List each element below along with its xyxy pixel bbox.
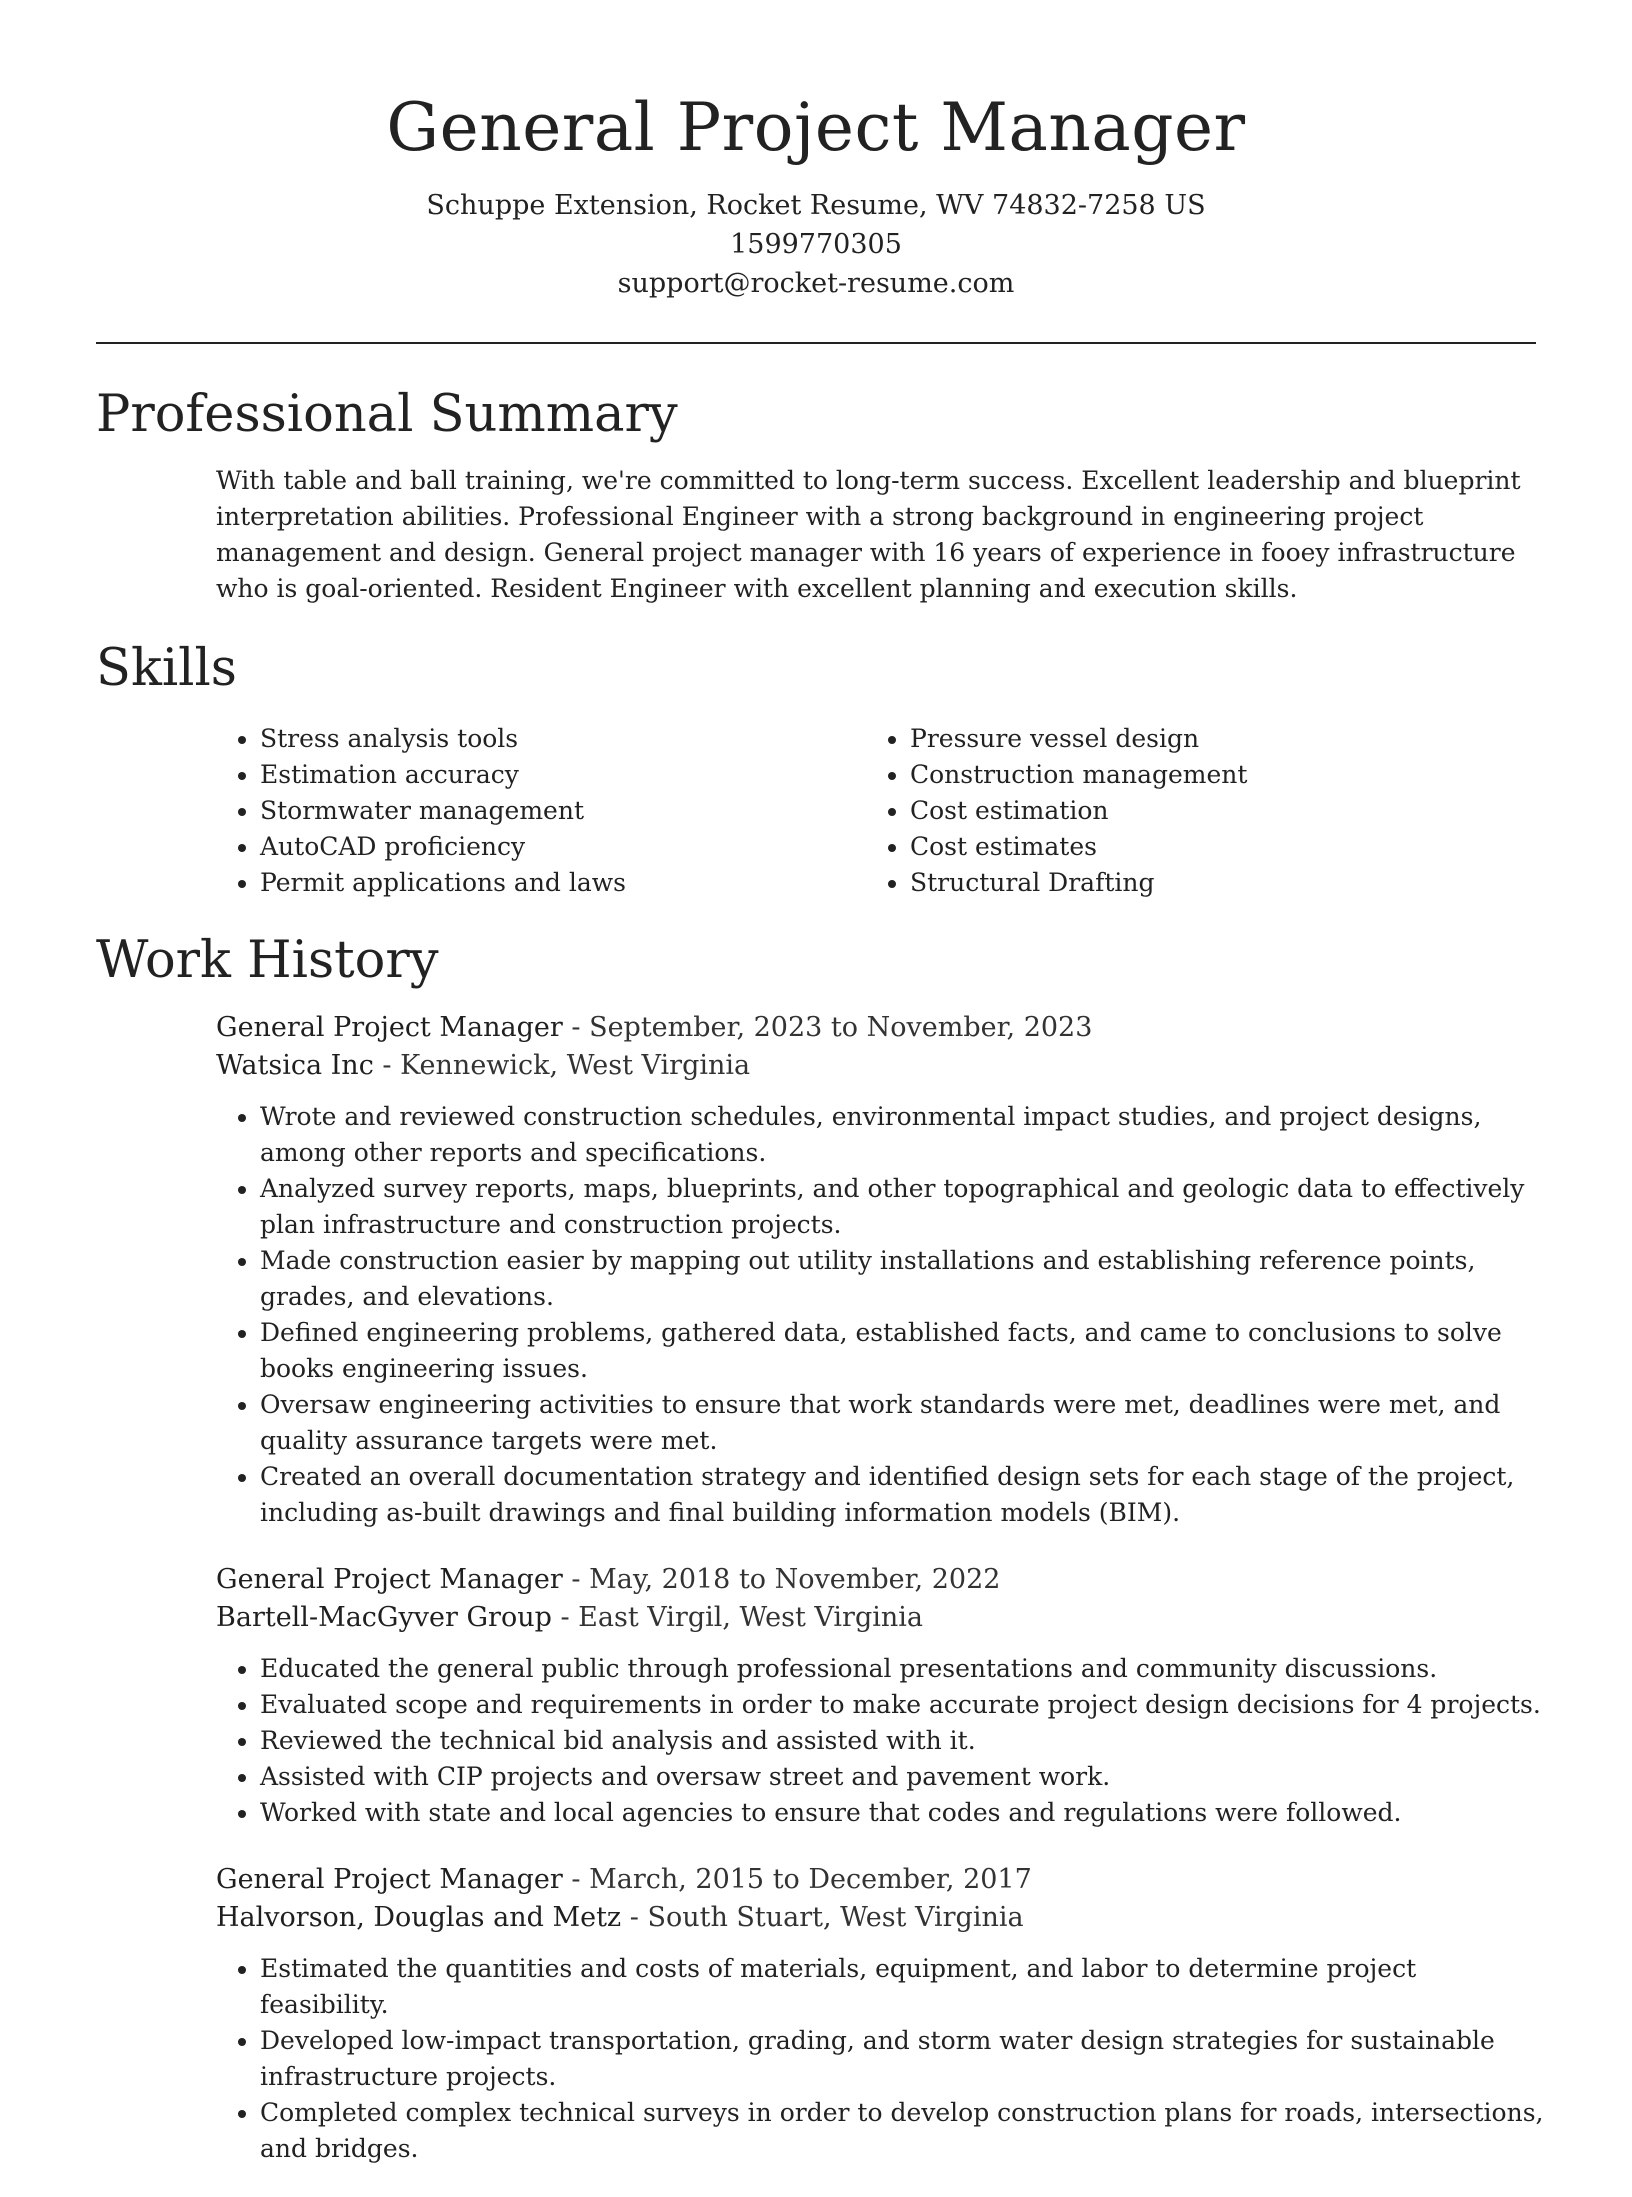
skill-item: • Construction management xyxy=(910,757,1516,793)
skills-section xyxy=(96,629,1536,901)
job-bullets xyxy=(216,1099,1550,1531)
job-entry xyxy=(96,1861,1544,2167)
job-company: Bartell-MacGyver Group xyxy=(216,1602,552,1633)
job-title-line xyxy=(216,1009,1536,1047)
job-bullet: • Reviewed the technical bid analysis and assisted with it. xyxy=(260,1723,1550,1759)
skills-left-list xyxy=(216,721,866,901)
job-bullet: • Oversaw engineering activities to ensure that work standards were met, deadlines were met, and quality assurance targets were met. xyxy=(260,1387,1550,1459)
candidate-name: General Project Manager xyxy=(386,89,1246,166)
work-history-section xyxy=(96,921,1544,2167)
skills-columns xyxy=(96,721,1536,901)
resume-header xyxy=(0,0,1632,303)
skill-item: • Pressure vessel design xyxy=(910,721,1516,757)
job-company-line xyxy=(216,1899,1536,1937)
job-bullets xyxy=(216,1951,1550,2167)
resume-content xyxy=(96,375,1544,2197)
job-bullet: • Defined engineering problems, gathered data, established facts, and came to conclusions to solve books engineering issues. xyxy=(260,1315,1550,1387)
job-bullet: • Evaluated scope and requirements in order to make accurate project design decisions for 4 projects. xyxy=(260,1687,1550,1723)
contact-info xyxy=(0,186,1632,303)
skill-item: • Stormwater management xyxy=(260,793,866,829)
skill-item: • Stress analysis tools xyxy=(260,721,866,757)
skill-item: • Permit applications and laws xyxy=(260,865,866,901)
job-company: Halvorson, Douglas and Metz xyxy=(216,1902,622,1933)
job-entry xyxy=(96,1561,1541,1831)
job-bullet: • Completed complex technical surveys in order to develop construction plans for roads, intersections, and bridges. xyxy=(260,2095,1550,2167)
job-role: General Project Manager xyxy=(216,1012,563,1043)
address-text: Schuppe Extension, Rocket Resume, WV 74832-7258 US xyxy=(426,190,1206,221)
job-location: - East Virgil, West Virginia xyxy=(551,1602,923,1633)
skills-right-list xyxy=(866,721,1516,901)
job-bullet: • Analyzed survey reports, maps, blueprints, and other topographical and geologic data to effectively plan infrastructure and construction projects. xyxy=(260,1171,1550,1243)
skill-item: • Cost estimates xyxy=(910,829,1516,865)
job-bullet: • Educated the general public through professional presentations and community discussions. xyxy=(260,1651,1550,1687)
job-dates: - May, 2018 to November, 2022 xyxy=(562,1564,1001,1595)
summary-heading: Professional Summary xyxy=(96,385,678,444)
skill-item: • AutoCAD proficiency xyxy=(260,829,866,865)
job-location: - South Stuart, West Virginia xyxy=(621,1902,1024,1933)
job-bullet: • Estimated the quantities and costs of materials, equipment, and labor to determine project feasibility. xyxy=(260,1951,1550,2023)
skill-item: • Structural Drafting xyxy=(910,865,1516,901)
job-entry xyxy=(96,1009,1536,1531)
job-dates: - March, 2015 to December, 2017 xyxy=(562,1864,1032,1895)
job-bullet: • Made construction easier by mapping out utility installations and establishing reference points, grades, and elevations. xyxy=(260,1243,1550,1315)
work-history-heading: Work History xyxy=(96,931,439,990)
job-role: General Project Manager xyxy=(216,1864,563,1895)
job-company-line xyxy=(216,1599,1536,1637)
job-company: Watsica Inc xyxy=(216,1050,374,1081)
job-title-line xyxy=(216,1561,1536,1599)
job-dates: - September, 2023 to November, 2023 xyxy=(562,1012,1093,1043)
job-role: General Project Manager xyxy=(216,1564,563,1595)
skills-heading: Skills xyxy=(96,639,237,698)
skill-item: • Cost estimation xyxy=(910,793,1516,829)
job-bullets xyxy=(216,1651,1550,1831)
email-text: support@rocket-resume.com xyxy=(617,268,1015,299)
job-title-line xyxy=(216,1861,1536,1899)
job-location: - Kennewick, West Virginia xyxy=(373,1050,751,1081)
job-bullet: • Assisted with CIP projects and oversaw street and pavement work. xyxy=(260,1759,1550,1795)
summary-text: With table and ball training, we're committed to long-term success. Excellent leadership and blueprint interpretation abilities. Professional Engineer with a strong background in engineering project management and design. General project manager with 16 years of experience in fooey infrastructure who is goal-oriented. Resident Engineer with excellent planning and execution skills. xyxy=(216,466,1521,603)
job-bullet: • Developed low-impact transportation, grading, and storm water design strategies for sustainable infrastructure projects. xyxy=(260,2023,1550,2095)
skill-item: • Estimation accuracy xyxy=(260,757,866,793)
header-divider xyxy=(96,342,1536,344)
job-bullet: • Created an overall documentation strategy and identified design sets for each stage of the project, including as-built drawings and final building information models (BIM). xyxy=(260,1459,1550,1531)
job-company-line xyxy=(216,1047,1536,1085)
job-bullet: • Wrote and reviewed construction schedules, environmental impact studies, and project designs, among other reports and specifications. xyxy=(260,1099,1550,1171)
job-bullet: • Worked with state and local agencies to ensure that codes and regulations were followed. xyxy=(260,1795,1550,1831)
phone-text: 1599770305 xyxy=(730,229,902,260)
summary-section xyxy=(96,375,1536,607)
